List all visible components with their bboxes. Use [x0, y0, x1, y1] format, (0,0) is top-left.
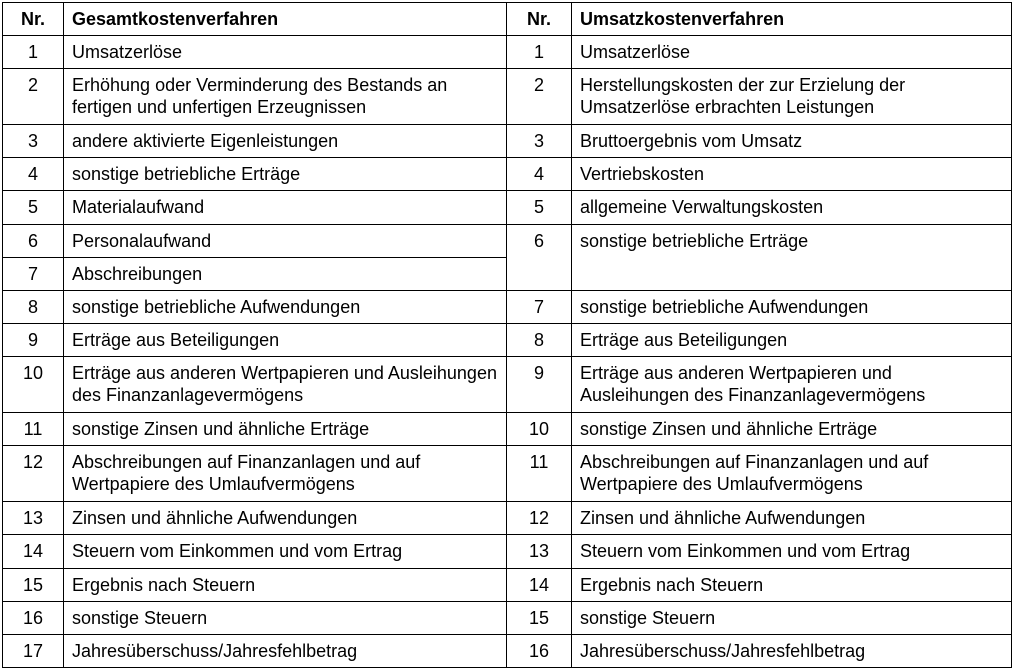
umsatz-nr: 1 — [507, 36, 572, 69]
gesamt-nr: 17 — [3, 634, 64, 667]
umsatz-nr: 3 — [507, 125, 572, 158]
gesamt-item: sonstige betriebliche Erträge — [64, 158, 507, 191]
table-row — [3, 323, 1012, 356]
umsatz-nr: 12 — [507, 502, 572, 535]
table-row — [3, 356, 1012, 412]
gesamt-nr: 7 — [3, 257, 64, 290]
gesamt-nr: 10 — [3, 356, 64, 412]
umsatz-nr: 9 — [507, 356, 572, 412]
umsatz-nr: 11 — [507, 446, 572, 502]
gesamt-item: Materialaufwand — [64, 191, 507, 224]
gesamt-item: Ergebnis nach Steuern — [64, 568, 507, 601]
gesamt-item: Zinsen und ähnliche Aufwendungen — [64, 502, 507, 535]
gesamt-item: sonstige Zinsen und ähnliche Erträge — [64, 413, 507, 446]
umsatz-nr: 7 — [507, 290, 572, 323]
gesamt-nr: 14 — [3, 535, 64, 568]
gesamt-item: Umsatzerlöse — [64, 36, 507, 69]
umsatz-nr: 10 — [507, 413, 572, 446]
table-row — [3, 502, 1012, 535]
gesamt-nr: 2 — [3, 69, 64, 125]
umsatz-item: Jahresüberschuss/Jahresfehlbetrag — [572, 634, 1012, 667]
umsatz-nr: 16 — [507, 634, 572, 667]
umsatz-item: sonstige betriebliche Erträge — [572, 224, 1012, 290]
gesamt-nr: 4 — [3, 158, 64, 191]
gesamt-item: Erhöhung oder Verminderung des Bestands an fertigen und unfertigen Erzeugnissen — [64, 69, 507, 125]
gesamt-nr: 1 — [3, 36, 64, 69]
table-row — [3, 224, 1012, 257]
gesamt-item: Erträge aus anderen Wertpapieren und Ausleihungen des Finanzanlagevermögens — [64, 356, 507, 412]
header-nr-gesamt: Nr. — [3, 3, 64, 36]
umsatz-item: Bruttoergebnis vom Umsatz — [572, 125, 1012, 158]
umsatz-item: Erträge aus anderen Wertpapieren und Ausleihungen des Finanzanlagevermögens — [572, 356, 1012, 412]
gesamt-nr: 16 — [3, 601, 64, 634]
gesamt-nr: 13 — [3, 502, 64, 535]
umsatz-item: Steuern vom Einkommen und vom Ertrag — [572, 535, 1012, 568]
gesamt-item: Steuern vom Einkommen und vom Ertrag — [64, 535, 507, 568]
header-gesamtkostenverfahren: Gesamtkostenverfahren — [64, 3, 507, 36]
umsatz-item: Zinsen und ähnliche Aufwendungen — [572, 502, 1012, 535]
table-row — [3, 290, 1012, 323]
umsatz-item: Umsatzerlöse — [572, 36, 1012, 69]
umsatz-item: Vertriebskosten — [572, 158, 1012, 191]
umsatz-item: sonstige Zinsen und ähnliche Erträge — [572, 413, 1012, 446]
gesamt-nr: 3 — [3, 125, 64, 158]
table-row — [3, 413, 1012, 446]
umsatz-nr: 2 — [507, 69, 572, 125]
table-row — [3, 191, 1012, 224]
table-row — [3, 634, 1012, 667]
table-row — [3, 446, 1012, 502]
table-row — [3, 36, 1012, 69]
gesamt-nr: 15 — [3, 568, 64, 601]
table-row — [3, 69, 1012, 125]
gesamt-nr: 11 — [3, 413, 64, 446]
gesamt-item: Jahresüberschuss/Jahresfehlbetrag — [64, 634, 507, 667]
header-nr-umsatz: Nr. — [507, 3, 572, 36]
umsatz-nr: 15 — [507, 601, 572, 634]
umsatz-item: Erträge aus Beteiligungen — [572, 323, 1012, 356]
comparison-table — [2, 2, 1012, 668]
table-row — [3, 125, 1012, 158]
umsatz-nr: 5 — [507, 191, 572, 224]
gesamt-nr: 5 — [3, 191, 64, 224]
gesamt-item: sonstige Steuern — [64, 601, 507, 634]
gesamt-nr: 6 — [3, 224, 64, 257]
gesamt-nr: 9 — [3, 323, 64, 356]
gesamt-item: Personalaufwand — [64, 224, 507, 257]
umsatz-nr: 13 — [507, 535, 572, 568]
gesamt-nr: 8 — [3, 290, 64, 323]
umsatz-nr: 14 — [507, 568, 572, 601]
table-row — [3, 158, 1012, 191]
umsatz-item: allgemeine Verwaltungskosten — [572, 191, 1012, 224]
table-row — [3, 568, 1012, 601]
table-row — [3, 535, 1012, 568]
gesamt-item: Abschreibungen — [64, 257, 507, 290]
table-row — [3, 601, 1012, 634]
header-umsatzkostenverfahren: Umsatzkostenverfahren — [572, 3, 1012, 36]
umsatz-item: Abschreibungen auf Finanzanlagen und auf Wertpapiere des Umlaufvermögens — [572, 446, 1012, 502]
umsatz-item: sonstige Steuern — [572, 601, 1012, 634]
umsatz-nr: 8 — [507, 323, 572, 356]
table-header-row — [3, 3, 1012, 36]
umsatz-item: sonstige betriebliche Aufwendungen — [572, 290, 1012, 323]
umsatz-nr: 4 — [507, 158, 572, 191]
umsatz-item: Ergebnis nach Steuern — [572, 568, 1012, 601]
gesamt-nr: 12 — [3, 446, 64, 502]
gesamt-item: Erträge aus Beteiligungen — [64, 323, 507, 356]
umsatz-nr: 6 — [507, 224, 572, 290]
umsatz-item: Herstellungskosten der zur Erzielung der Umsatzerlöse erbrachten Leistungen — [572, 69, 1012, 125]
gesamt-item: Abschreibungen auf Finanzanlagen und auf Wertpapiere des Umlaufvermögens — [64, 446, 507, 502]
gesamt-item: andere aktivierte Eigenleistungen — [64, 125, 507, 158]
gesamt-item: sonstige betriebliche Aufwendungen — [64, 290, 507, 323]
